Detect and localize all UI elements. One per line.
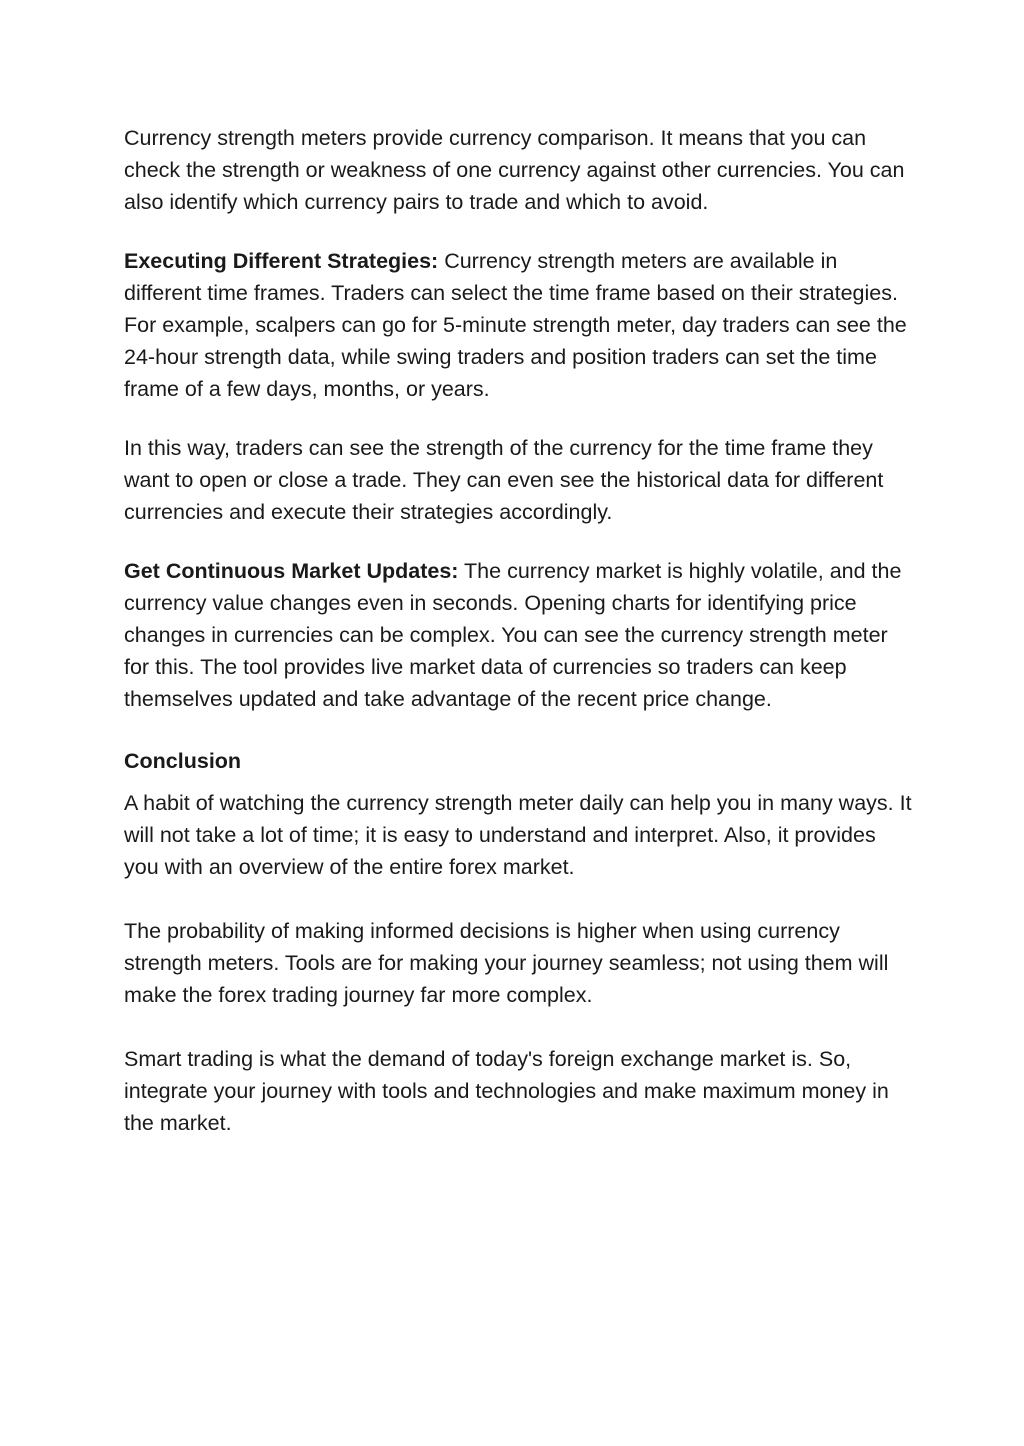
market-updates-body: The currency market is highly volatile, and the currency value changes even in seconds. Opening charts for identifying price changes in currencies can be complex. You can see the currency strength meter for this. The tool provides live market data of currencies so traders can keep themselves updated and take advantage of the recent price change. bbox=[124, 559, 902, 711]
paragraph-informed-decisions: The probability of making informed decisions is higher when using currency strength meters. Tools are for making your journey seamless; not using them will make the forex trading journey far more complex. bbox=[124, 919, 889, 1007]
document-page bbox=[124, 122, 914, 1139]
paragraph-smart-trading: Smart trading is what the demand of today's foreign exchange market is. So, integrate your journey with tools and technologies and make maximum money in the market. bbox=[124, 1047, 889, 1135]
paragraph-timeframe-strength: In this way, traders can see the strength of the currency for the time frame they want to open or close a trade. They can even see the historical data for different currencies and execute their strategies accordingly. bbox=[124, 436, 884, 524]
paragraph-market-updates bbox=[124, 555, 914, 715]
conclusion-heading: Conclusion bbox=[124, 749, 242, 773]
market-updates-lead: Get Continuous Market Updates: bbox=[124, 559, 459, 583]
executing-strategies-body: Currency strength meters are available in different time frames. Traders can select the time frame based on their strategies. For example, scalpers can go for 5-minute strength meter, day traders can see the 24-hour strength data, while swing traders and position traders can set the time frame of a few days, months, or years. bbox=[124, 249, 907, 401]
paragraph-habit: A habit of watching the currency strength meter daily can help you in many ways. It will not take a lot of time; it is easy to understand and interpret. Also, it provides you with an overview of the entire forex market. bbox=[124, 791, 912, 879]
paragraph-executing-strategies bbox=[124, 245, 914, 405]
paragraph-currency-comparison: Currency strength meters provide currency comparison. It means that you can check the strength or weakness of one currency against other currencies. You can also identify which currency pairs to trade and which to avoid. bbox=[124, 126, 905, 214]
executing-strategies-lead: Executing Different Strategies: bbox=[124, 249, 439, 273]
